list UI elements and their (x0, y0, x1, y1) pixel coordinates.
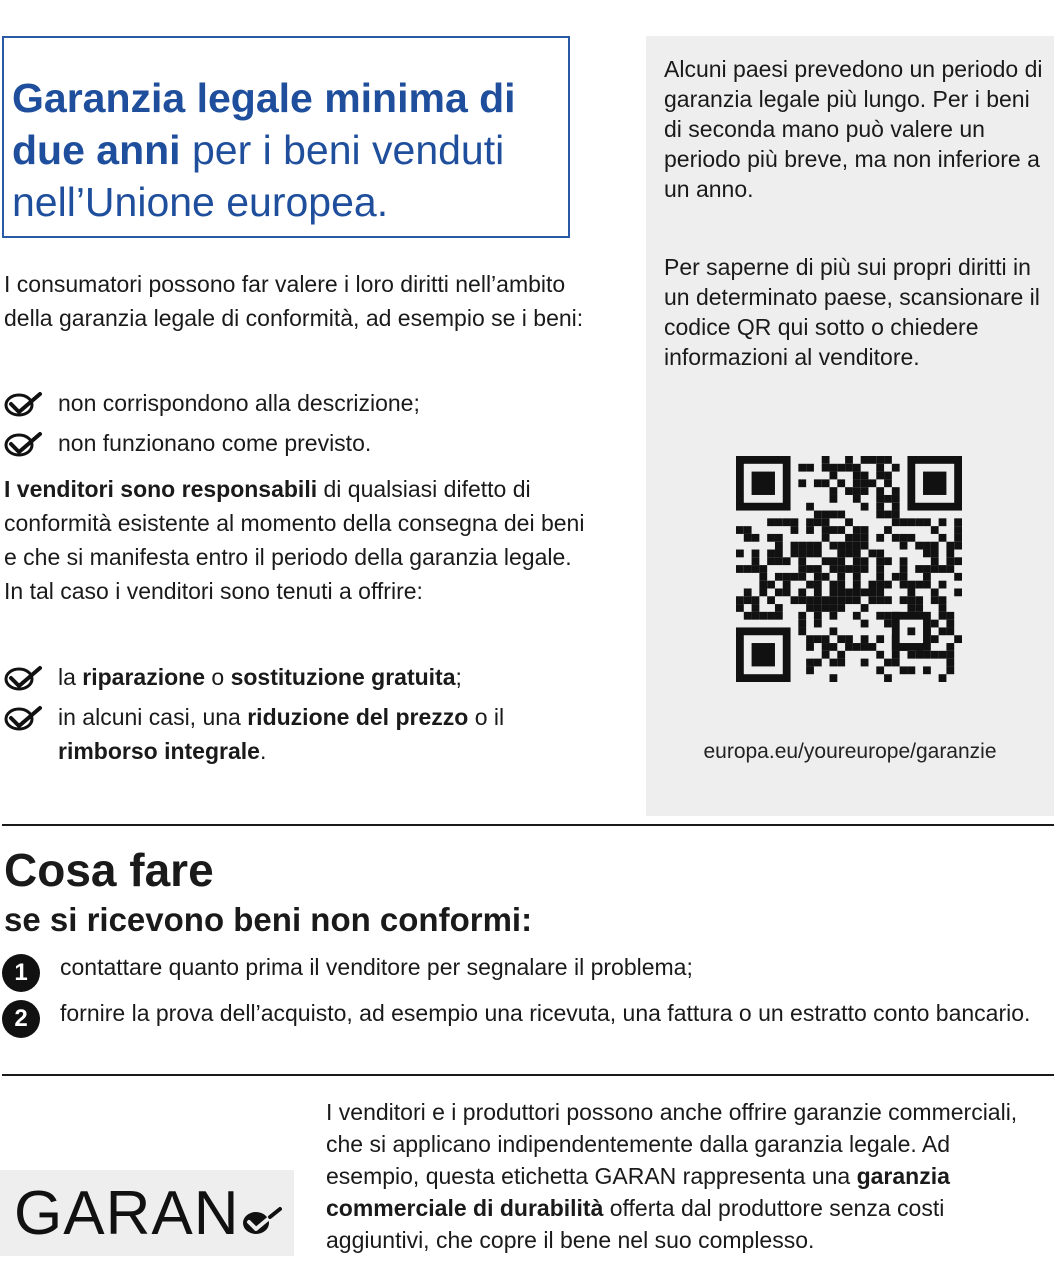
step-number-icon: 2 (2, 1000, 40, 1038)
text-segment: . (259, 738, 267, 764)
intro-text: I consumatori possono far valere i loro diritti nell’ambito della garanzia legale di conformità, ad esempio se i beni: (4, 271, 584, 331)
list-item (2, 426, 592, 460)
text-segment: ; (455, 664, 462, 690)
remedies-list (2, 660, 592, 774)
responsibility-text (4, 472, 594, 608)
check-icon (4, 665, 42, 691)
text-segment: o (205, 664, 231, 690)
text-segment: o il (468, 704, 505, 730)
steps-list (2, 952, 1042, 1044)
info-panel (646, 36, 1054, 816)
step-item (2, 998, 1042, 1032)
garan-description (326, 1096, 1026, 1256)
text-bold: riduzione del prezzo (247, 704, 469, 730)
text-segment: la (58, 664, 83, 690)
list-item (2, 700, 592, 768)
check-icon (4, 431, 42, 457)
text-bold: sostituzione gratuita (230, 664, 456, 690)
list-item-text: non corrispondono alla descrizione; (58, 390, 420, 416)
responsibility-bold: I venditori sono responsabili (4, 476, 318, 502)
step-text: contattare quanto prima il venditore per segnalare il problema; (60, 954, 693, 980)
text-segment: I venditori e i produttori possono anche offrire garanzie commerciali, che si applicano indipendentemente dalla garanzia legale. Ad esempio, questa etichetta GARAN rappresenta una (326, 1099, 1018, 1189)
section-heading: Cosa fare (4, 844, 214, 896)
info-url[interactable]: europa.eu/youreurope/garanzie (703, 740, 997, 763)
list-item (2, 386, 592, 420)
title-bold: Garanzia legale minima di due anni (12, 75, 516, 173)
qr-code-icon (736, 456, 962, 682)
conformity-list (2, 386, 592, 466)
text-bold: garanzia commerciale di durabilità (326, 1163, 950, 1221)
title-rest: per i beni venduti nell’Unione europea. (12, 127, 505, 225)
section-subheading: se si ricevono beni non conformi: (4, 901, 533, 938)
page-title (12, 72, 568, 228)
text-segment: in alcuni casi, una (58, 704, 248, 730)
qr-code[interactable] (736, 456, 962, 682)
text-bold: riparazione (82, 664, 206, 690)
panel-paragraph-2: Per saperne di più sui propri diritti in un determinato paese, scansionare il codice QR qui sotto o chiedere informazioni al venditore. (664, 254, 1040, 370)
title-box (2, 36, 570, 238)
list-item-text: non funzionano come previsto. (58, 430, 372, 456)
list-item (2, 660, 592, 694)
check-icon (4, 391, 42, 417)
check-icon (4, 705, 42, 731)
garan-label (0, 1170, 294, 1256)
step-number-icon: 1 (2, 954, 40, 992)
panel-paragraph-1: Alcuni paesi prevedono un periodo di garanzia legale più lungo. Per i beni di seconda mano può valere un periodo più breve, ma non inferiore a un anno. (664, 56, 1043, 202)
text-bold: rimborso integrale (58, 738, 260, 764)
garan-logo-text: GARAN (14, 1179, 240, 1248)
responsibility-rest: di qualsiasi difetto di conformità esistente al momento della consegna dei beni e che si manifesta entro il periodo della garanzia legale. In tal caso i venditori sono tenuti a offrire: (4, 476, 585, 604)
check-icon (240, 1206, 282, 1236)
text-segment: offerta dal produttore senza costi aggiuntivi, che copre il bene nel suo complesso. (326, 1195, 945, 1253)
divider (2, 824, 1054, 826)
step-text: fornire la prova dell’acquisto, ad esempio una ricevuta, una fattura o un estratto conto bancario. (60, 1000, 1031, 1026)
step-item (2, 952, 1042, 986)
divider (2, 1074, 1054, 1076)
